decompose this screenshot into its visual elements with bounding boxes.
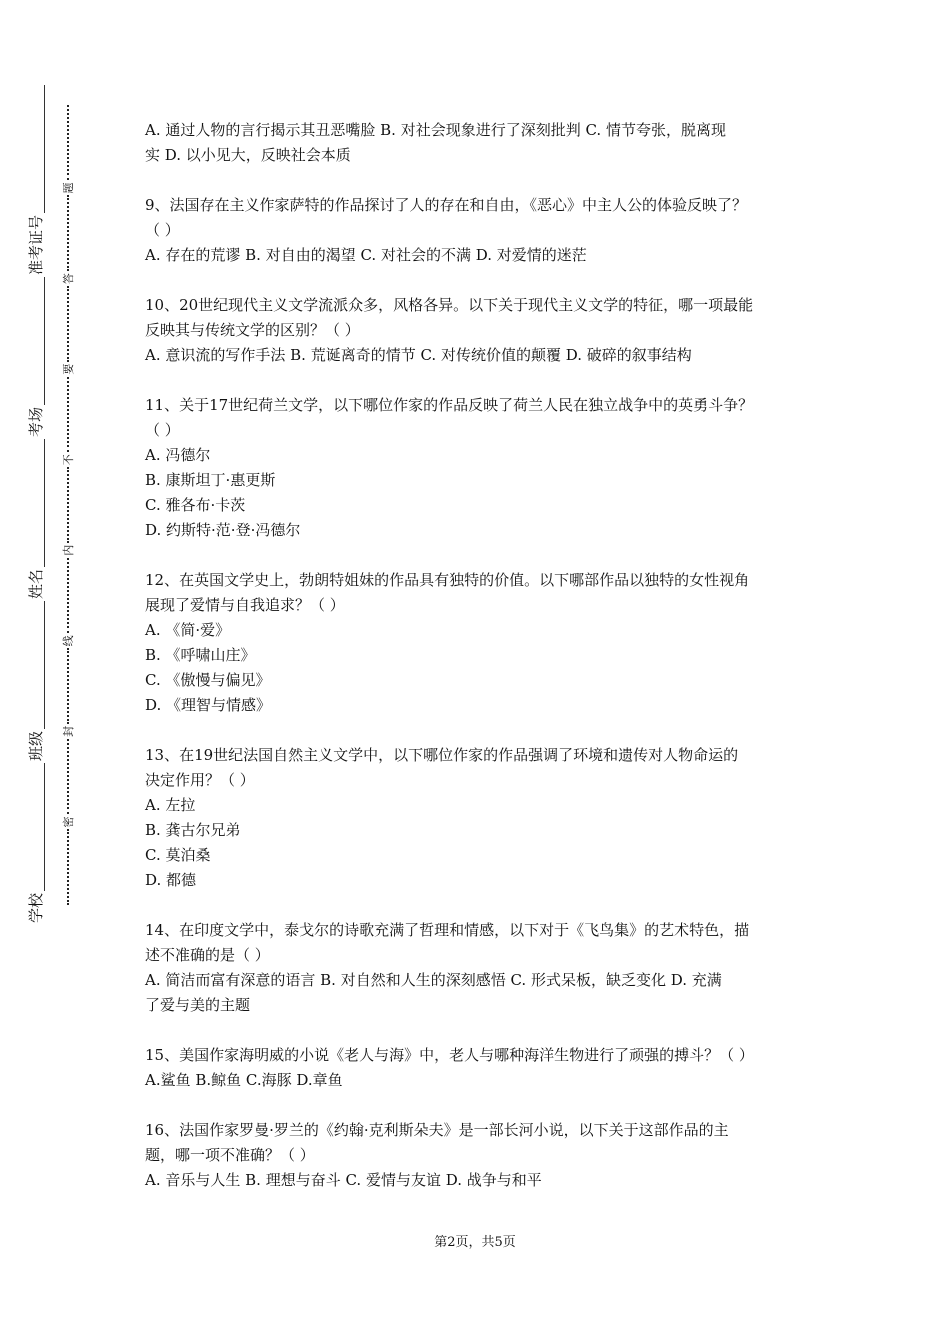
dotted-line [67,196,69,272]
field-label: 考场 [26,406,45,437]
question-line: B. 龚古尔兄弟 [145,821,241,839]
question-line: 了爱与美的主题 [145,996,251,1014]
seal-char: 答 [62,273,75,285]
dotted-line [67,105,69,181]
question-line: 述不准确的是（ ） [145,946,270,964]
dotted-line [67,558,69,634]
dotted-line [67,739,69,815]
dotted-line [67,829,69,905]
question-line: （ ） [145,421,180,439]
exam-questions [145,118,825,1218]
question-block [145,743,825,893]
fill-in-line[interactable] [32,85,45,213]
question-line: D. 约斯特·范·登·冯德尔 [145,521,301,539]
question-line: 10、20世纪现代主义文学流派众多，风格各异。以下关于现代主义文学的特征，哪一项最能 [145,296,754,314]
question-line: 决定作用？（ ） [145,771,255,789]
question-line: A. 通过人物的言行揭示其丑恶嘴脸 B. 对社会现象进行了深刻批判 C. 情节夸张，脱离现 [145,121,726,139]
seal-char: 要 [62,363,75,375]
seal-char: 密 [62,816,75,828]
question-line: 16、法国作家罗曼·罗兰的《约翰·克利斯朵夫》是一部长河小说，以下关于这部作品的主 [145,1121,729,1139]
question-line: D. 《理智与情感》 [145,696,272,714]
question-block [145,1043,825,1093]
question-block [145,393,825,543]
dotted-line [67,377,69,453]
question-line: 9、法国存在主义作家萨特的作品探讨了人的存在和自由，《恶心》中主人公的体验反映了？ [145,196,748,214]
question-line: A.鲨鱼 B.鲸鱼 C.海豚 D.章鱼 [145,1071,343,1089]
fill-in-line[interactable] [32,601,45,729]
student-info-binding-strip [23,85,47,925]
question-line: 13、在19世纪法国自然主义文学中，以下哪位作家的作品强调了环境和遗传对人物命运的 [145,746,739,764]
question-block [145,193,825,268]
dotted-line [67,648,69,724]
seal-char: 封 [62,725,75,737]
seal-line [60,105,76,905]
page-footer: 第2页，共5页 [434,1235,516,1250]
question-line: C. 《傲慢与偏见》 [145,671,271,689]
question-block [145,568,825,718]
question-line: 15、美国作家海明威的小说《老人与海》中，老人与哪种海洋生物进行了顽强的搏斗？（ ） [145,1046,754,1064]
dotted-line [67,286,69,362]
question-line: 12、在英国文学史上，勃朗特姐妹的作品具有独特的价值。以下哪部作品以独特的女性视角 [145,571,750,589]
question-block [145,918,825,1018]
seal-char: 不 [62,454,75,466]
question-line: C. 莫泊桑 [145,846,211,864]
question-line: A. 简洁而富有深意的语言 B. 对自然和人生的深刻感悟 C. 形式呆板，缺乏变化 D. 充满 [145,971,722,989]
question-line: B. 康斯坦丁·惠更斯 [145,471,276,489]
field-label: 准考证号 [26,214,45,275]
question-block [145,293,825,368]
question-line: A. 左拉 [145,796,196,814]
question-line: （ ） [145,221,180,239]
question-line: 实 D. 以小见大，反映社会本质 [145,146,351,164]
seal-char: 线 [62,635,75,647]
question-line: 展现了爱情与自我追求？（ ） [145,596,345,614]
field-label: 班级 [26,730,45,761]
field-label: 姓名 [26,568,45,599]
seal-char: 内 [62,544,75,556]
question-line: 题，哪一项不准确？（ ） [145,1146,315,1164]
question-line: A. 存在的荒谬 B. 对自由的渴望 C. 对社会的不满 D. 对爱情的迷茫 [145,246,587,264]
question-line: B. 《呼啸山庄》 [145,646,256,664]
fill-in-line[interactable] [32,439,45,567]
question-line: 反映其与传统文学的区别？（ ） [145,321,360,339]
question-block [145,118,825,168]
field-label: 学校 [26,892,45,923]
dotted-line [67,467,69,543]
question-line: C. 雅各布·卡茨 [145,496,246,514]
question-line: A. 《简·爱》 [145,621,231,639]
question-line: D. 都德 [145,871,197,889]
seal-char: 题 [62,182,75,194]
question-line: A. 意识流的写作手法 B. 荒诞离奇的情节 C. 对传统价值的颠覆 D. 破碎的叙事结构 [145,346,692,364]
question-line: 14、在印度文学中，泰戈尔的诗歌充满了哲理和情感，以下对于《飞鸟集》的艺术特色，描 [145,921,750,939]
fill-in-line[interactable] [32,763,45,891]
fill-in-line[interactable] [32,277,45,405]
question-line: A. 音乐与人生 B. 理想与奋斗 C. 爱情与友谊 D. 战争与和平 [145,1171,542,1189]
question-block [145,1118,825,1193]
question-line: A. 冯德尔 [145,446,211,464]
question-line: 11、关于17世纪荷兰文学，以下哪位作家的作品反映了荷兰人民在独立战争中的英勇斗争？ [145,396,754,414]
